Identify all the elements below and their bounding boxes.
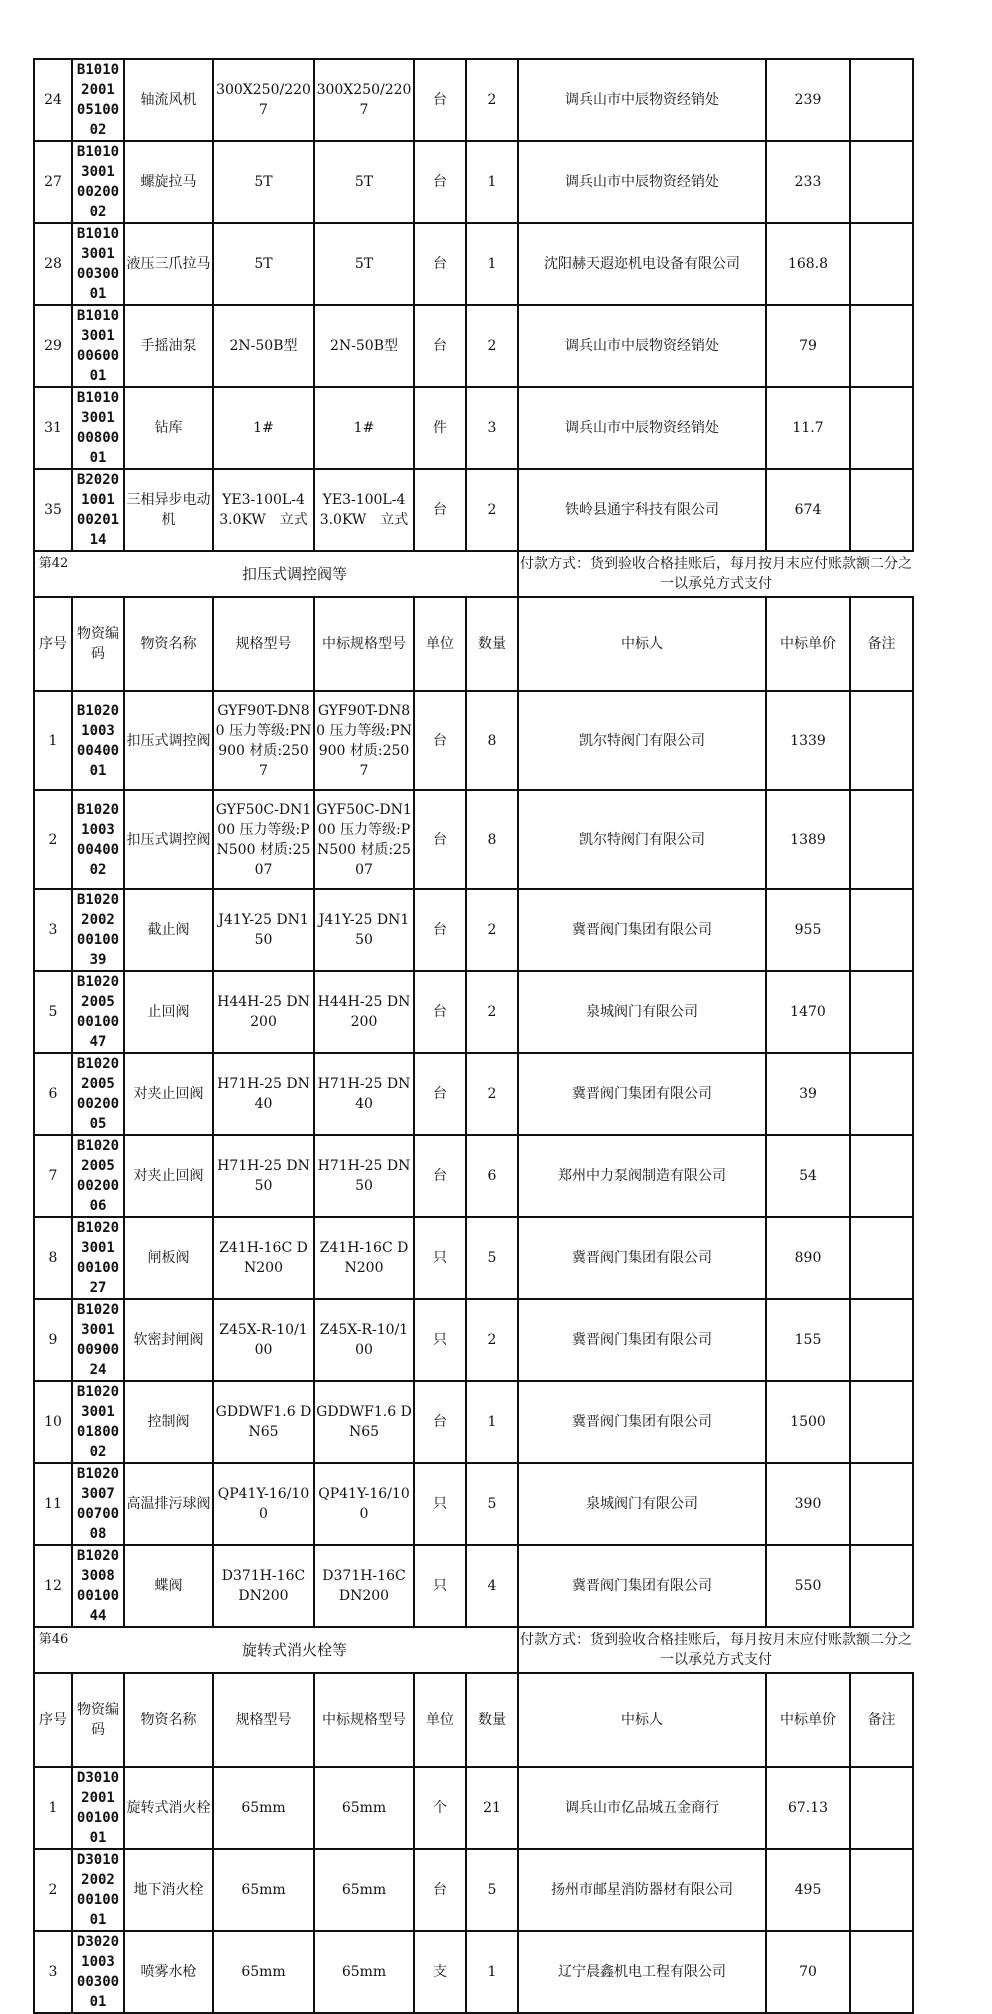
column-header-row [34,597,913,691]
cell-no: 5 [34,971,72,1053]
cell-name: 截止阀 [124,889,213,971]
cell-winner: 郑州中力泵阀制造有限公司 [518,1135,766,1217]
cell-no: 7 [34,1135,72,1217]
cell-unit: 个 [414,1767,466,1849]
rows-top-section [34,59,913,551]
cell-note [850,59,913,141]
cell-winner: 凯尔特阀门有限公司 [518,691,766,790]
cell-code: B10203001 0180002 [72,1381,124,1463]
cell-spec: H71H-25 DN40 [213,1053,314,1135]
cell-note [850,691,913,790]
cell-qty: 8 [466,691,518,790]
cell-unit: 台 [414,971,466,1053]
cell-winner: 沈阳赫天遐迩机电设备有限公司 [518,223,766,305]
table-row [34,691,913,790]
cell-unit: 台 [414,790,466,889]
cell-unit: 只 [414,1217,466,1299]
cell-name: 止回阀 [124,971,213,1053]
table-row [34,141,913,223]
cell-bid-spec: 5T [314,141,414,223]
cell-note [850,1299,913,1381]
cell-winner: 调兵山市中辰物资经销处 [518,59,766,141]
header-note: 备注 [850,597,913,691]
cell-note [850,1217,913,1299]
cell-no: 11 [34,1463,72,1545]
cell-qty: 4 [466,1545,518,1627]
table-row [34,1299,913,1381]
cell-note [850,1135,913,1217]
header-bid-spec: 中标规格型号 [314,1673,414,1767]
cell-spec: J41Y-25 DN150 [213,889,314,971]
cell-qty: 21 [466,1767,518,1849]
cell-name: 三相异步电动机 [124,469,213,551]
cell-bid-spec: 300X250/2207 [314,59,414,141]
section-number: 第46 [34,1627,72,1673]
cell-qty: 5 [466,1849,518,1931]
cell-no: 31 [34,387,72,469]
cell-code: B10202002 0010039 [72,889,124,971]
cell-qty: 1 [466,223,518,305]
cell-bid-spec: J41Y-25 DN150 [314,889,414,971]
cell-winner: 冀晋阀门集团有限公司 [518,889,766,971]
section-number: 第42 [34,551,72,597]
cell-qty: 1 [466,141,518,223]
cell-no: 9 [34,1299,72,1381]
cell-bid-spec: H71H-25 DN40 [314,1053,414,1135]
cell-note [850,305,913,387]
cell-spec: H44H-25 DN200 [213,971,314,1053]
table-row [34,1849,913,1931]
cell-name: 地下消火栓 [124,1849,213,1931]
cell-unit: 台 [414,1053,466,1135]
cell-price: 155 [766,1299,850,1381]
cell-spec: 65mm [213,1849,314,1931]
table-row [34,1463,913,1545]
cell-bid-spec: QP41Y-16/100 [314,1463,414,1545]
cell-price: 890 [766,1217,850,1299]
cell-winner: 泉城阀门有限公司 [518,971,766,1053]
cell-no: 2 [34,1849,72,1931]
cell-unit: 台 [414,1135,466,1217]
table-row [34,1931,913,2013]
header-name: 物资名称 [124,597,213,691]
cell-name: 轴流风机 [124,59,213,141]
cell-price: 1500 [766,1381,850,1463]
cell-price: 70 [766,1931,850,2013]
column-header-row [34,1673,913,1767]
cell-no: 8 [34,1217,72,1299]
cell-note [850,971,913,1053]
table-row [34,889,913,971]
cell-winner: 冀晋阀门集团有限公司 [518,1053,766,1135]
cell-code: B10203007 0070008 [72,1463,124,1545]
cell-bid-spec: 65mm [314,1767,414,1849]
cell-bid-spec: 2N-50B型 [314,305,414,387]
header-price: 中标单价 [766,597,850,691]
cell-name: 扣压式调控阀 [124,691,213,790]
cell-winner: 冀晋阀门集团有限公司 [518,1217,766,1299]
rows-46-section [34,1767,913,2013]
cell-no: 6 [34,1053,72,1135]
cell-spec: D371H-16C DN200 [213,1545,314,1627]
cell-qty: 8 [466,790,518,889]
cell-note [850,223,913,305]
cell-winner: 冀晋阀门集团有限公司 [518,1381,766,1463]
cell-no: 12 [34,1545,72,1627]
cell-price: 11.7 [766,387,850,469]
cell-note [850,1053,913,1135]
cell-qty: 2 [466,59,518,141]
cell-winner: 扬州市邮星消防器材有限公司 [518,1849,766,1931]
cell-no: 29 [34,305,72,387]
cell-code: B10202005 0020006 [72,1135,124,1217]
cell-unit: 台 [414,305,466,387]
cell-price: 168.8 [766,223,850,305]
cell-qty: 5 [466,1463,518,1545]
cell-qty: 2 [466,1053,518,1135]
cell-note [850,387,913,469]
cell-code: B10103001 0060001 [72,305,124,387]
cell-code: D30102002 0010001 [72,1849,124,1931]
cell-spec: 65mm [213,1767,314,1849]
cell-name: 对夹止回阀 [124,1053,213,1135]
cell-price: 550 [766,1545,850,1627]
cell-unit: 台 [414,1381,466,1463]
header-qty: 数量 [466,1673,518,1767]
table-row [34,1053,913,1135]
cell-spec: YE3-100L-4 3.0KW 立式 [213,469,314,551]
cell-winner: 调兵山市中辰物资经销处 [518,387,766,469]
header-note: 备注 [850,1673,913,1767]
cell-winner: 铁岭县通宇科技有限公司 [518,469,766,551]
table-row [34,387,913,469]
cell-unit: 只 [414,1463,466,1545]
cell-bid-spec: Z45X-R-10/100 [314,1299,414,1381]
cell-qty: 3 [466,387,518,469]
header-unit: 单位 [414,1673,466,1767]
cell-bid-spec: 1# [314,387,414,469]
header-price: 中标单价 [766,1673,850,1767]
cell-code: B10103001 0030001 [72,223,124,305]
table-row [34,305,913,387]
cell-note [850,141,913,223]
cell-note [850,790,913,889]
header-no: 序号 [34,1673,72,1767]
cell-unit: 台 [414,1849,466,1931]
table-row [34,971,913,1053]
cell-qty: 2 [466,889,518,971]
cell-bid-spec: H71H-25 DN50 [314,1135,414,1217]
cell-unit: 只 [414,1299,466,1381]
cell-unit: 台 [414,889,466,971]
cell-name: 手摇油泵 [124,305,213,387]
cell-no: 3 [34,889,72,971]
table-row [34,1381,913,1463]
header-spec: 规格型号 [213,597,314,691]
cell-qty: 2 [466,305,518,387]
header-code: 物资编码 [72,597,124,691]
cell-no: 1 [34,691,72,790]
cell-no: 1 [34,1767,72,1849]
cell-spec: 5T [213,141,314,223]
cell-no: 28 [34,223,72,305]
cell-note [850,1463,913,1545]
cell-winner: 冀晋阀门集团有限公司 [518,1299,766,1381]
cell-price: 1389 [766,790,850,889]
rows-42-section [34,691,913,1627]
cell-no: 35 [34,469,72,551]
cell-qty: 5 [466,1217,518,1299]
cell-note [850,1545,913,1627]
table-row [34,1217,913,1299]
cell-name: 螺旋拉马 [124,141,213,223]
header-qty: 数量 [466,597,518,691]
cell-bid-spec: H44H-25 DN200 [314,971,414,1053]
cell-code: B10202005 0020005 [72,1053,124,1135]
table-row [34,790,913,889]
cell-name: 喷雾水枪 [124,1931,213,2013]
table-row [34,59,913,141]
section-46-header [34,1627,913,1767]
cell-winner: 调兵山市中辰物资经销处 [518,141,766,223]
table-row [34,1767,913,1849]
cell-note [850,889,913,971]
cell-price: 67.13 [766,1767,850,1849]
cell-price: 233 [766,141,850,223]
header-name: 物资名称 [124,1673,213,1767]
cell-unit: 台 [414,141,466,223]
cell-qty: 6 [466,1135,518,1217]
cell-bid-spec: GYF90T-DN80 压力等级:PN900 材质:2507 [314,691,414,790]
cell-note [850,1849,913,1931]
cell-spec: Z45X-R-10/100 [213,1299,314,1381]
cell-spec: 300X250/2207 [213,59,314,141]
cell-code: D30102001 0010001 [72,1767,124,1849]
table-row [34,223,913,305]
section-title: 旋转式消火栓等 [72,1627,518,1673]
cell-code: B10201003 0040001 [72,691,124,790]
cell-price: 495 [766,1849,850,1931]
cell-code: B10203001 0010027 [72,1217,124,1299]
cell-winner: 冀晋阀门集团有限公司 [518,1545,766,1627]
cell-spec: H71H-25 DN50 [213,1135,314,1217]
cell-no: 3 [34,1931,72,2013]
cell-winner: 调兵山市亿品城五金商行 [518,1767,766,1849]
table-row [34,1545,913,1627]
cell-unit: 台 [414,691,466,790]
cell-unit: 件 [414,387,466,469]
cell-unit: 支 [414,1931,466,2013]
bid-results-table [33,58,914,2014]
cell-name: 控制阀 [124,1381,213,1463]
cell-price: 239 [766,59,850,141]
header-spec: 规格型号 [213,1673,314,1767]
cell-note [850,1767,913,1849]
cell-qty: 2 [466,971,518,1053]
cell-winner: 泉城阀门有限公司 [518,1463,766,1545]
table-row [34,469,913,551]
cell-qty: 2 [466,469,518,551]
cell-bid-spec: D371H-16C DN200 [314,1545,414,1627]
cell-code: B10202005 0010047 [72,971,124,1053]
cell-name: 蝶阀 [124,1545,213,1627]
cell-qty: 1 [466,1381,518,1463]
cell-name: 扣压式调控阀 [124,790,213,889]
cell-note [850,1381,913,1463]
header-unit: 单位 [414,597,466,691]
cell-unit: 台 [414,469,466,551]
cell-code: B20201001 0020114 [72,469,124,551]
header-winner: 中标人 [518,597,766,691]
cell-price: 1470 [766,971,850,1053]
cell-note [850,469,913,551]
cell-price: 1339 [766,691,850,790]
cell-bid-spec: 65mm [314,1849,414,1931]
cell-price: 390 [766,1463,850,1545]
cell-qty: 1 [466,1931,518,2013]
cell-price: 674 [766,469,850,551]
cell-winner: 辽宁晨鑫机电工程有限公司 [518,1931,766,2013]
cell-spec: 5T [213,223,314,305]
cell-no: 24 [34,59,72,141]
cell-bid-spec: GYF50C-DN100 压力等级:PN500 材质:2507 [314,790,414,889]
cell-price: 39 [766,1053,850,1135]
cell-note [850,1931,913,2013]
cell-winner: 凯尔特阀门有限公司 [518,790,766,889]
cell-name: 对夹止回阀 [124,1135,213,1217]
header-no: 序号 [34,597,72,691]
cell-qty: 2 [466,1299,518,1381]
cell-winner: 调兵山市中辰物资经销处 [518,305,766,387]
cell-code: B10103001 0080001 [72,387,124,469]
table-row [34,1135,913,1217]
cell-unit: 台 [414,223,466,305]
cell-code: B10201003 0040002 [72,790,124,889]
section-title: 扣压式调控阀等 [72,551,518,597]
cell-code: B10203008 0010044 [72,1545,124,1627]
cell-no: 27 [34,141,72,223]
cell-code: B10203001 0090024 [72,1299,124,1381]
cell-unit: 只 [414,1545,466,1627]
cell-price: 955 [766,889,850,971]
cell-name: 闸板阀 [124,1217,213,1299]
cell-spec: 65mm [213,1931,314,2013]
cell-name: 钻库 [124,387,213,469]
cell-code: B10102001 0510002 [72,59,124,141]
cell-code: B10103001 0020002 [72,141,124,223]
cell-no: 10 [34,1381,72,1463]
payment-terms: 付款方式：货到验收合格挂账后，每月按月末应付账款额二分之一以承兑方式支付 [518,1627,913,1673]
cell-code: D30201003 0030001 [72,1931,124,2013]
cell-bid-spec: GDDWF1.6 DN65 [314,1381,414,1463]
cell-spec: GYF50C-DN100 压力等级:PN500 材质:2507 [213,790,314,889]
header-bid-spec: 中标规格型号 [314,597,414,691]
cell-price: 79 [766,305,850,387]
cell-name: 软密封闸阀 [124,1299,213,1381]
cell-spec: 1# [213,387,314,469]
cell-spec: GYF90T-DN80 压力等级:PN900 材质:2507 [213,691,314,790]
cell-spec: QP41Y-16/100 [213,1463,314,1545]
cell-price: 54 [766,1135,850,1217]
cell-no: 2 [34,790,72,889]
cell-bid-spec: YE3-100L-4 3.0KW 立式 [314,469,414,551]
cell-spec: Z41H-16C DN200 [213,1217,314,1299]
header-code: 物资编码 [72,1673,124,1767]
cell-name: 旋转式消火栓 [124,1767,213,1849]
cell-bid-spec: 65mm [314,1931,414,2013]
cell-bid-spec: Z41H-16C DN200 [314,1217,414,1299]
payment-terms: 付款方式：货到验收合格挂账后，每月按月末应付账款额二分之一以承兑方式支付 [518,551,913,597]
header-winner: 中标人 [518,1673,766,1767]
cell-name: 液压三爪拉马 [124,223,213,305]
cell-unit: 台 [414,59,466,141]
cell-bid-spec: 5T [314,223,414,305]
cell-spec: 2N-50B型 [213,305,314,387]
section-42-header [34,551,913,691]
cell-spec: GDDWF1.6 DN65 [213,1381,314,1463]
cell-name: 高温排污球阀 [124,1463,213,1545]
